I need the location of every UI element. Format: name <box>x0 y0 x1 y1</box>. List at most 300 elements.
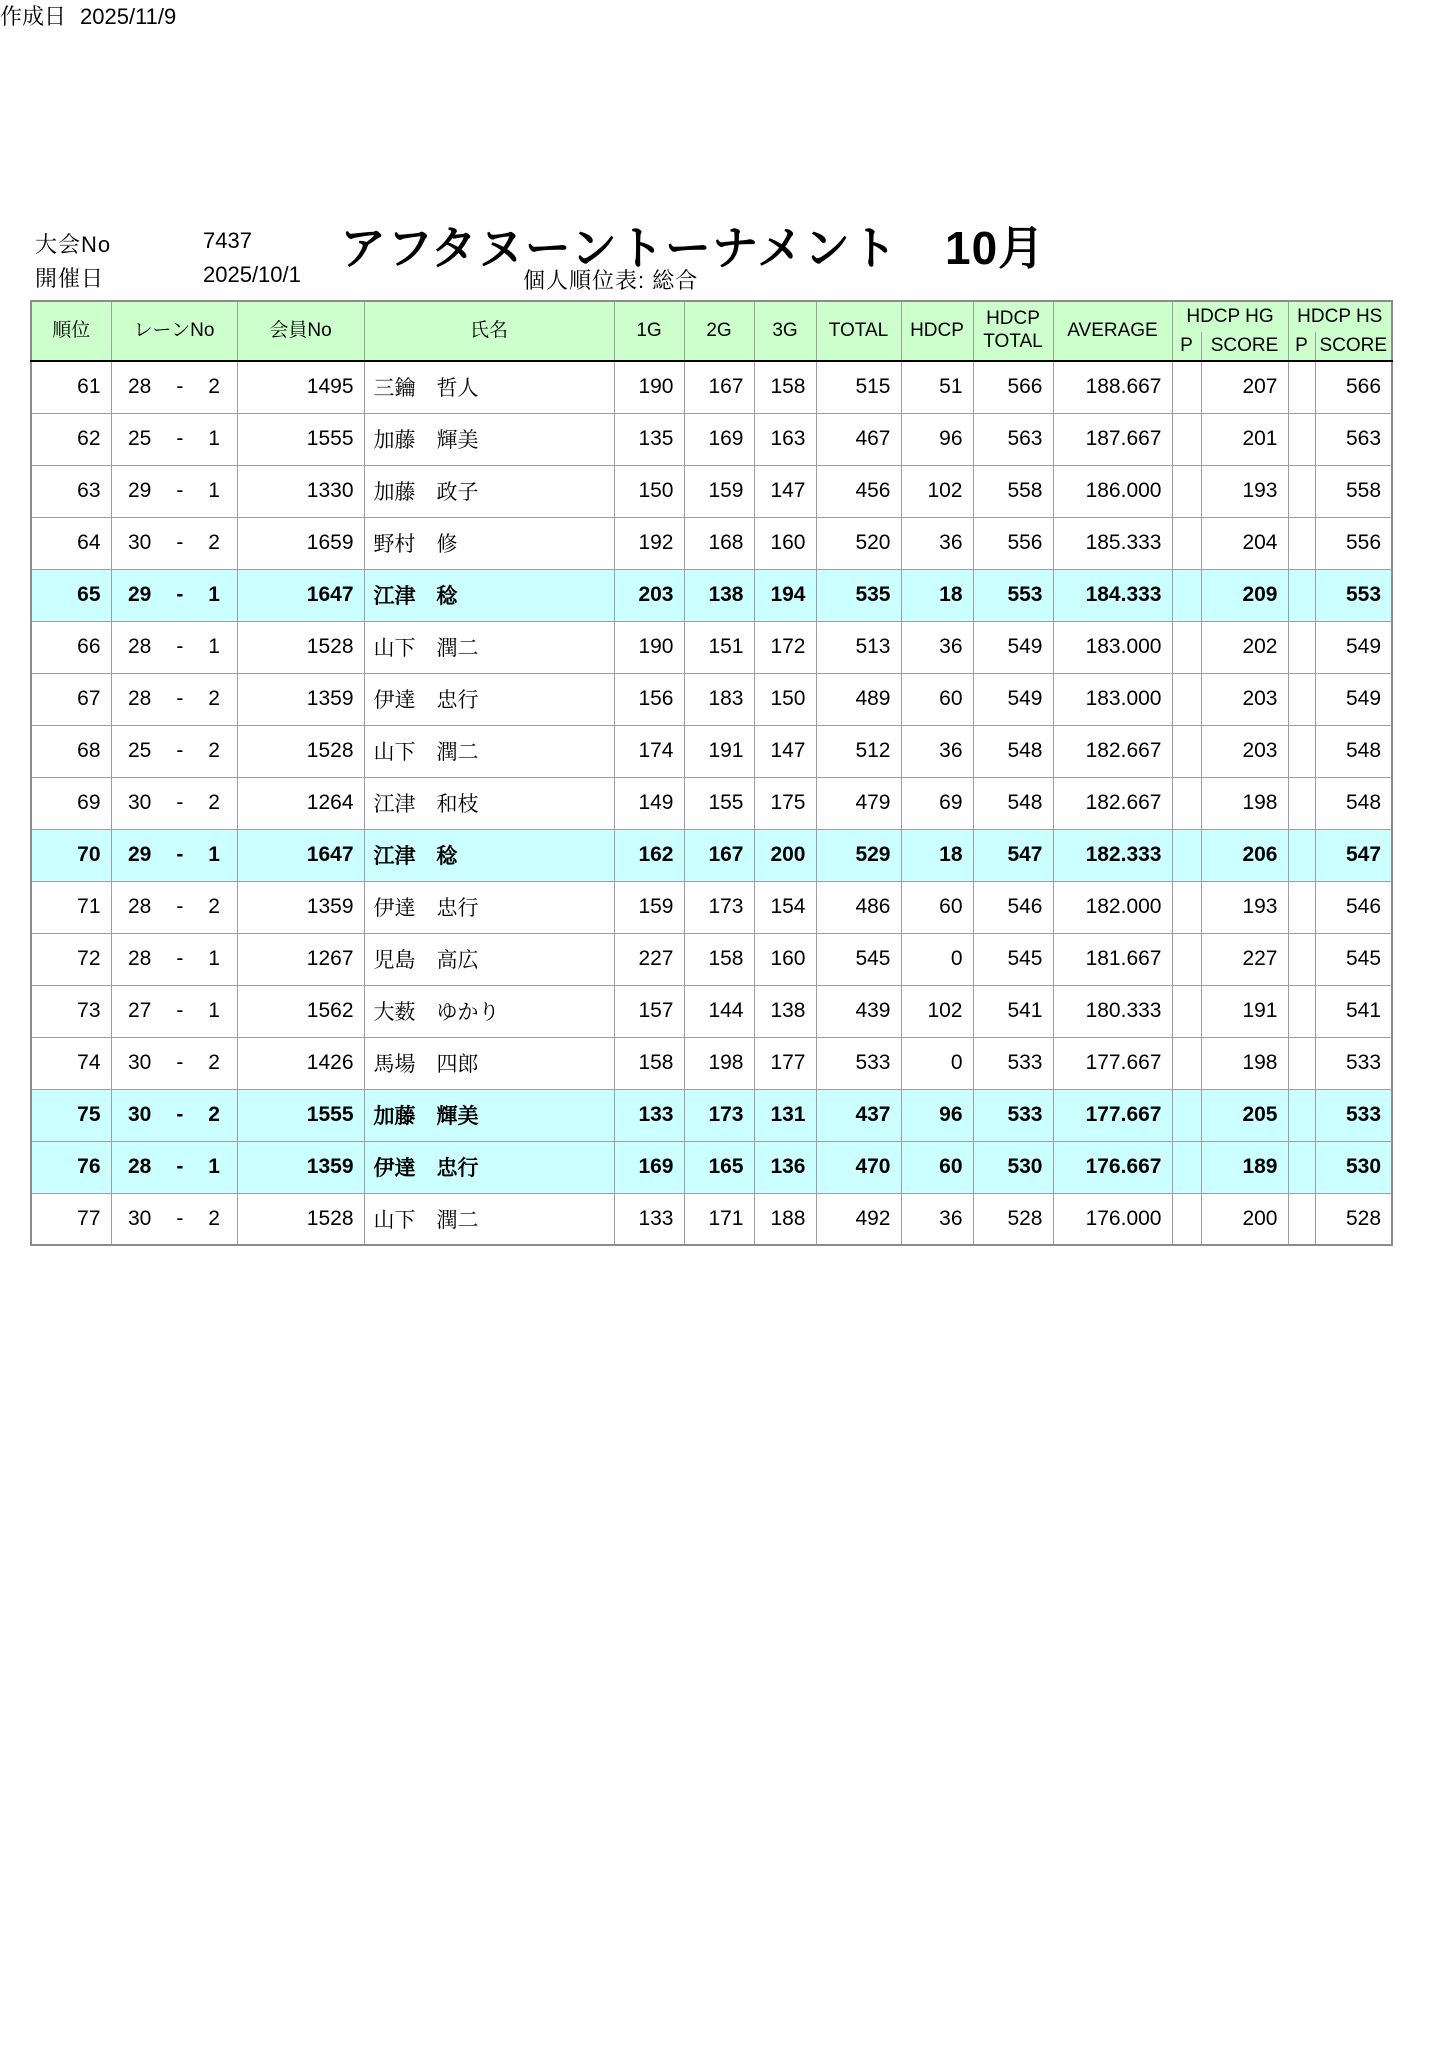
member-no-cell: 1555 <box>237 413 364 465</box>
game3-cell: 172 <box>754 621 816 673</box>
average-cell: 176.667 <box>1053 1141 1172 1193</box>
rank-cell: 72 <box>31 933 111 985</box>
hdcp-hg-score-cell: 191 <box>1201 985 1288 1037</box>
total-cell: 470 <box>816 1141 901 1193</box>
name-cell: 江津 稔 <box>364 829 614 881</box>
game1-cell: 150 <box>614 465 684 517</box>
lane-no-cell: 25 - 1 <box>111 413 237 465</box>
hdcp-hg-score-cell: 193 <box>1201 881 1288 933</box>
hdcp-hg-p-cell <box>1172 673 1201 725</box>
hdcp-hs-p-cell <box>1288 777 1315 829</box>
rank-cell: 67 <box>31 673 111 725</box>
name-cell: 加藤 政子 <box>364 465 614 517</box>
header-hdcp-hs-p: P <box>1288 332 1315 361</box>
hdcp-hg-score-cell: 198 <box>1201 1037 1288 1089</box>
game2-cell: 155 <box>684 777 754 829</box>
hdcp-hs-p-cell <box>1288 1141 1315 1193</box>
header-rank: 順位 <box>31 301 111 361</box>
hdcp-total-cell: 558 <box>973 465 1053 517</box>
hdcp-hs-score-cell: 558 <box>1315 465 1392 517</box>
header-2g: 2G <box>684 301 754 361</box>
header-total: TOTAL <box>816 301 901 361</box>
lane-no-cell: 30 - 2 <box>111 1193 237 1245</box>
average-cell: 177.667 <box>1053 1037 1172 1089</box>
game2-cell: 191 <box>684 725 754 777</box>
average-cell: 182.333 <box>1053 829 1172 881</box>
hdcp-hg-p-cell <box>1172 1141 1201 1193</box>
hdcp-hs-score-cell: 533 <box>1315 1089 1392 1141</box>
game3-cell: 147 <box>754 465 816 517</box>
lane-no-cell: 28 - 1 <box>111 1141 237 1193</box>
hdcp-hs-score-cell: 556 <box>1315 517 1392 569</box>
member-no-cell: 1528 <box>237 621 364 673</box>
hdcp-total-cell: 546 <box>973 881 1053 933</box>
hdcp-cell: 60 <box>901 881 973 933</box>
table-row <box>31 413 1392 465</box>
game2-cell: 183 <box>684 673 754 725</box>
header-hdcp-hs: HDCP HS <box>1288 301 1392 332</box>
hdcp-hs-p-cell <box>1288 517 1315 569</box>
member-no-cell: 1264 <box>237 777 364 829</box>
rank-cell: 63 <box>31 465 111 517</box>
game3-cell: 163 <box>754 413 816 465</box>
game1-cell: 203 <box>614 569 684 621</box>
rank-cell: 76 <box>31 1141 111 1193</box>
table-row <box>31 465 1392 517</box>
total-cell: 513 <box>816 621 901 673</box>
name-cell: 山下 潤二 <box>364 725 614 777</box>
hdcp-hg-p-cell <box>1172 517 1201 569</box>
rank-cell: 70 <box>31 829 111 881</box>
hdcp-cell: 102 <box>901 985 973 1037</box>
game2-cell: 138 <box>684 569 754 621</box>
hdcp-cell: 18 <box>901 569 973 621</box>
table-row <box>31 777 1392 829</box>
hdcp-cell: 0 <box>901 933 973 985</box>
hdcp-cell: 36 <box>901 621 973 673</box>
game1-cell: 192 <box>614 517 684 569</box>
table-row <box>31 881 1392 933</box>
member-no-cell: 1426 <box>237 1037 364 1089</box>
game2-cell: 144 <box>684 985 754 1037</box>
average-cell: 182.667 <box>1053 725 1172 777</box>
average-cell: 187.667 <box>1053 413 1172 465</box>
hdcp-total-cell: 541 <box>973 985 1053 1037</box>
rank-cell: 73 <box>31 985 111 1037</box>
member-no-cell: 1528 <box>237 725 364 777</box>
member-no-cell: 1359 <box>237 673 364 725</box>
hdcp-cell: 51 <box>901 361 973 413</box>
total-cell: 535 <box>816 569 901 621</box>
hdcp-hg-score-cell: 203 <box>1201 673 1288 725</box>
header-hdcp-hs-score: SCORE <box>1315 332 1392 361</box>
game2-cell: 159 <box>684 465 754 517</box>
page-title: アフタヌーントーナメント 10月 <box>340 222 1046 274</box>
header-average: AVERAGE <box>1053 301 1172 361</box>
game2-cell: 151 <box>684 621 754 673</box>
hdcp-hs-score-cell: 549 <box>1315 621 1392 673</box>
game2-cell: 173 <box>684 1089 754 1141</box>
game3-cell: 188 <box>754 1193 816 1245</box>
table-row <box>31 1141 1392 1193</box>
game2-cell: 171 <box>684 1193 754 1245</box>
hdcp-hg-score-cell: 203 <box>1201 725 1288 777</box>
lane-no-cell: 29 - 1 <box>111 569 237 621</box>
hdcp-cell: 96 <box>901 1089 973 1141</box>
hdcp-hg-p-cell <box>1172 1193 1201 1245</box>
lane-no-cell: 29 - 1 <box>111 829 237 881</box>
hdcp-hg-p-cell <box>1172 725 1201 777</box>
event-date-label: 開催日 <box>35 266 105 291</box>
average-cell: 181.667 <box>1053 933 1172 985</box>
hdcp-hg-score-cell: 204 <box>1201 517 1288 569</box>
header-hdcp-total: HDCP TOTAL <box>973 301 1053 361</box>
hdcp-hs-score-cell: 563 <box>1315 413 1392 465</box>
ranking-type-label: 個人順位表: 総合 <box>523 268 699 293</box>
game3-cell: 158 <box>754 361 816 413</box>
game1-cell: 190 <box>614 621 684 673</box>
lane-no-cell: 27 - 1 <box>111 985 237 1037</box>
average-cell: 184.333 <box>1053 569 1172 621</box>
hdcp-hg-score-cell: 227 <box>1201 933 1288 985</box>
hdcp-hs-score-cell: 547 <box>1315 829 1392 881</box>
hdcp-hg-score-cell: 202 <box>1201 621 1288 673</box>
game3-cell: 147 <box>754 725 816 777</box>
rank-cell: 64 <box>31 517 111 569</box>
hdcp-hs-p-cell <box>1288 1193 1315 1245</box>
hdcp-hg-p-cell <box>1172 465 1201 517</box>
hdcp-total-cell: 528 <box>973 1193 1053 1245</box>
hdcp-total-cell: 549 <box>973 621 1053 673</box>
header-hdcp: HDCP <box>901 301 973 361</box>
rank-cell: 66 <box>31 621 111 673</box>
hdcp-hs-score-cell: 546 <box>1315 881 1392 933</box>
member-no-cell: 1647 <box>237 829 364 881</box>
total-cell: 533 <box>816 1037 901 1089</box>
hdcp-hs-p-cell <box>1288 829 1315 881</box>
total-cell: 439 <box>816 985 901 1037</box>
hdcp-cell: 18 <box>901 829 973 881</box>
game3-cell: 160 <box>754 933 816 985</box>
hdcp-hg-score-cell: 205 <box>1201 1089 1288 1141</box>
hdcp-hs-score-cell: 548 <box>1315 725 1392 777</box>
total-cell: 512 <box>816 725 901 777</box>
name-cell: 加藤 輝美 <box>364 413 614 465</box>
hdcp-hs-p-cell <box>1288 413 1315 465</box>
hdcp-hg-score-cell: 198 <box>1201 777 1288 829</box>
name-cell: 馬場 四郎 <box>364 1037 614 1089</box>
hdcp-hs-p-cell <box>1288 725 1315 777</box>
header-name: 氏名 <box>364 301 614 361</box>
game3-cell: 177 <box>754 1037 816 1089</box>
average-cell: 188.667 <box>1053 361 1172 413</box>
lane-no-cell: 28 - 1 <box>111 933 237 985</box>
game1-cell: 133 <box>614 1193 684 1245</box>
name-cell: 加藤 輝美 <box>364 1089 614 1141</box>
average-cell: 176.000 <box>1053 1193 1172 1245</box>
hdcp-hs-p-cell <box>1288 361 1315 413</box>
hdcp-total-cell: 533 <box>973 1089 1053 1141</box>
hdcp-hg-p-cell <box>1172 777 1201 829</box>
member-no-cell: 1647 <box>237 569 364 621</box>
game2-cell: 169 <box>684 413 754 465</box>
lane-no-cell: 28 - 1 <box>111 621 237 673</box>
hdcp-cell: 60 <box>901 673 973 725</box>
hdcp-hs-p-cell <box>1288 1089 1315 1141</box>
table-row <box>31 725 1392 777</box>
table-row <box>31 985 1392 1037</box>
total-cell: 456 <box>816 465 901 517</box>
hdcp-hg-score-cell: 201 <box>1201 413 1288 465</box>
hdcp-hs-p-cell <box>1288 985 1315 1037</box>
member-no-cell: 1359 <box>237 881 364 933</box>
hdcp-total-cell: 566 <box>973 361 1053 413</box>
average-cell: 183.000 <box>1053 673 1172 725</box>
member-no-cell: 1555 <box>237 1089 364 1141</box>
game1-cell: 149 <box>614 777 684 829</box>
header-member-no: 会員No <box>237 301 364 361</box>
hdcp-cell: 69 <box>901 777 973 829</box>
hdcp-hs-p-cell <box>1288 621 1315 673</box>
hdcp-hg-p-cell <box>1172 829 1201 881</box>
member-no-cell: 1562 <box>237 985 364 1037</box>
table-row <box>31 829 1392 881</box>
hdcp-cell: 36 <box>901 1193 973 1245</box>
hdcp-hg-p-cell <box>1172 933 1201 985</box>
table-row <box>31 673 1392 725</box>
average-cell: 183.000 <box>1053 621 1172 673</box>
name-cell: 児島 高広 <box>364 933 614 985</box>
hdcp-total-cell: 548 <box>973 777 1053 829</box>
name-cell: 山下 潤二 <box>364 1193 614 1245</box>
hdcp-hs-score-cell: 548 <box>1315 777 1392 829</box>
name-cell: 伊達 忠行 <box>364 1141 614 1193</box>
hdcp-total-cell: 549 <box>973 673 1053 725</box>
lane-no-cell: 25 - 2 <box>111 725 237 777</box>
member-no-cell: 1659 <box>237 517 364 569</box>
rank-cell: 65 <box>31 569 111 621</box>
game1-cell: 156 <box>614 673 684 725</box>
name-cell: 江津 和枝 <box>364 777 614 829</box>
hdcp-hg-score-cell: 206 <box>1201 829 1288 881</box>
game3-cell: 160 <box>754 517 816 569</box>
member-no-cell: 1495 <box>237 361 364 413</box>
header-hdcp-hg: HDCP HG <box>1172 301 1288 332</box>
average-cell: 182.667 <box>1053 777 1172 829</box>
game2-cell: 165 <box>684 1141 754 1193</box>
name-cell: 三鑰 哲人 <box>364 361 614 413</box>
game3-cell: 131 <box>754 1089 816 1141</box>
header-3g: 3G <box>754 301 816 361</box>
hdcp-hs-p-cell <box>1288 465 1315 517</box>
hdcp-hs-p-cell <box>1288 569 1315 621</box>
table-row <box>31 1193 1392 1245</box>
hdcp-hg-score-cell: 207 <box>1201 361 1288 413</box>
average-cell: 180.333 <box>1053 985 1172 1037</box>
total-cell: 486 <box>816 881 901 933</box>
member-no-cell: 1528 <box>237 1193 364 1245</box>
game2-cell: 168 <box>684 517 754 569</box>
hdcp-hs-score-cell: 545 <box>1315 933 1392 985</box>
name-cell: 伊達 忠行 <box>364 673 614 725</box>
hdcp-hg-p-cell <box>1172 621 1201 673</box>
results-table <box>30 300 1393 1246</box>
rank-cell: 68 <box>31 725 111 777</box>
header-hdcp-hg-score: SCORE <box>1201 332 1288 361</box>
hdcp-total-cell: 533 <box>973 1037 1053 1089</box>
average-cell: 182.000 <box>1053 881 1172 933</box>
hdcp-hs-p-cell <box>1288 933 1315 985</box>
hdcp-hs-score-cell: 566 <box>1315 361 1392 413</box>
results-table-body <box>31 361 1392 1245</box>
average-cell: 186.000 <box>1053 465 1172 517</box>
hdcp-cell: 36 <box>901 725 973 777</box>
game1-cell: 162 <box>614 829 684 881</box>
average-cell: 177.667 <box>1053 1089 1172 1141</box>
game1-cell: 158 <box>614 1037 684 1089</box>
hdcp-hs-score-cell: 528 <box>1315 1193 1392 1245</box>
lane-no-cell: 30 - 2 <box>111 1037 237 1089</box>
total-cell: 545 <box>816 933 901 985</box>
lane-no-cell: 29 - 1 <box>111 465 237 517</box>
game3-cell: 154 <box>754 881 816 933</box>
hdcp-hg-score-cell: 189 <box>1201 1141 1288 1193</box>
total-cell: 492 <box>816 1193 901 1245</box>
name-cell: 伊達 忠行 <box>364 881 614 933</box>
hdcp-hg-p-cell <box>1172 985 1201 1037</box>
hdcp-hg-p-cell <box>1172 1089 1201 1141</box>
rank-cell: 69 <box>31 777 111 829</box>
name-cell: 山下 潤二 <box>364 621 614 673</box>
total-cell: 529 <box>816 829 901 881</box>
hdcp-cell: 60 <box>901 1141 973 1193</box>
hdcp-cell: 96 <box>901 413 973 465</box>
hdcp-cell: 102 <box>901 465 973 517</box>
rank-cell: 71 <box>31 881 111 933</box>
hdcp-hs-score-cell: 533 <box>1315 1037 1392 1089</box>
member-no-cell: 1330 <box>237 465 364 517</box>
table-row <box>31 1089 1392 1141</box>
hdcp-hs-p-cell <box>1288 673 1315 725</box>
rank-cell: 74 <box>31 1037 111 1089</box>
game3-cell: 175 <box>754 777 816 829</box>
lane-no-cell: 30 - 2 <box>111 1089 237 1141</box>
tournament-no-value: 7437 <box>203 228 252 253</box>
average-cell: 185.333 <box>1053 517 1172 569</box>
header-hdcp-hg-p: P <box>1172 332 1201 361</box>
hdcp-total-cell: 530 <box>973 1141 1053 1193</box>
game1-cell: 227 <box>614 933 684 985</box>
member-no-cell: 1359 <box>237 1141 364 1193</box>
name-cell: 江津 稔 <box>364 569 614 621</box>
game1-cell: 133 <box>614 1089 684 1141</box>
game3-cell: 200 <box>754 829 816 881</box>
total-cell: 467 <box>816 413 901 465</box>
total-cell: 479 <box>816 777 901 829</box>
lane-no-cell: 28 - 2 <box>111 881 237 933</box>
table-row <box>31 1037 1392 1089</box>
rank-cell: 77 <box>31 1193 111 1245</box>
hdcp-total-cell: 563 <box>973 413 1053 465</box>
header-lane-no: レーンNo <box>111 301 237 361</box>
game1-cell: 157 <box>614 985 684 1037</box>
game2-cell: 167 <box>684 361 754 413</box>
game2-cell: 167 <box>684 829 754 881</box>
game1-cell: 190 <box>614 361 684 413</box>
total-cell: 515 <box>816 361 901 413</box>
hdcp-total-cell: 547 <box>973 829 1053 881</box>
lane-no-cell: 28 - 2 <box>111 361 237 413</box>
lane-no-cell: 30 - 2 <box>111 777 237 829</box>
rank-cell: 75 <box>31 1089 111 1141</box>
hdcp-cell: 0 <box>901 1037 973 1089</box>
hdcp-hg-score-cell: 193 <box>1201 465 1288 517</box>
game3-cell: 194 <box>754 569 816 621</box>
hdcp-total-cell: 556 <box>973 517 1053 569</box>
game2-cell: 198 <box>684 1037 754 1089</box>
hdcp-hg-p-cell <box>1172 361 1201 413</box>
tournament-no-label: 大会No <box>35 232 112 257</box>
table-row <box>31 569 1392 621</box>
hdcp-total-cell: 553 <box>973 569 1053 621</box>
lane-no-cell: 30 - 2 <box>111 517 237 569</box>
total-cell: 437 <box>816 1089 901 1141</box>
hdcp-hs-score-cell: 553 <box>1315 569 1392 621</box>
hdcp-hg-score-cell: 209 <box>1201 569 1288 621</box>
table-row <box>31 933 1392 985</box>
game1-cell: 159 <box>614 881 684 933</box>
game1-cell: 169 <box>614 1141 684 1193</box>
hdcp-hs-score-cell: 530 <box>1315 1141 1392 1193</box>
hdcp-total-cell: 548 <box>973 725 1053 777</box>
hdcp-hg-p-cell <box>1172 413 1201 465</box>
hdcp-hg-p-cell <box>1172 881 1201 933</box>
hdcp-hs-p-cell <box>1288 881 1315 933</box>
hdcp-hg-score-cell: 200 <box>1201 1193 1288 1245</box>
hdcp-hg-p-cell <box>1172 569 1201 621</box>
hdcp-hg-p-cell <box>1172 1037 1201 1089</box>
game3-cell: 138 <box>754 985 816 1037</box>
hdcp-hs-p-cell <box>1288 1037 1315 1089</box>
table-row <box>31 621 1392 673</box>
header-1g: 1G <box>614 301 684 361</box>
lane-no-cell: 28 - 2 <box>111 673 237 725</box>
hdcp-total-cell: 545 <box>973 933 1053 985</box>
table-row <box>31 361 1392 413</box>
game2-cell: 158 <box>684 933 754 985</box>
name-cell: 大薮 ゆかり <box>364 985 614 1037</box>
created-date-label: 作成日 <box>0 4 67 29</box>
rank-cell: 62 <box>31 413 111 465</box>
game2-cell: 173 <box>684 881 754 933</box>
created-date-value: 2025/11/9 <box>80 4 177 29</box>
rank-cell: 61 <box>31 361 111 413</box>
member-no-cell: 1267 <box>237 933 364 985</box>
total-cell: 520 <box>816 517 901 569</box>
game3-cell: 150 <box>754 673 816 725</box>
created-date <box>0 4 176 29</box>
game1-cell: 174 <box>614 725 684 777</box>
game3-cell: 136 <box>754 1141 816 1193</box>
hdcp-hs-score-cell: 549 <box>1315 673 1392 725</box>
game1-cell: 135 <box>614 413 684 465</box>
event-date-value: 2025/10/1 <box>203 262 301 287</box>
hdcp-cell: 36 <box>901 517 973 569</box>
table-row <box>31 517 1392 569</box>
total-cell: 489 <box>816 673 901 725</box>
hdcp-hs-score-cell: 541 <box>1315 985 1392 1037</box>
name-cell: 野村 修 <box>364 517 614 569</box>
